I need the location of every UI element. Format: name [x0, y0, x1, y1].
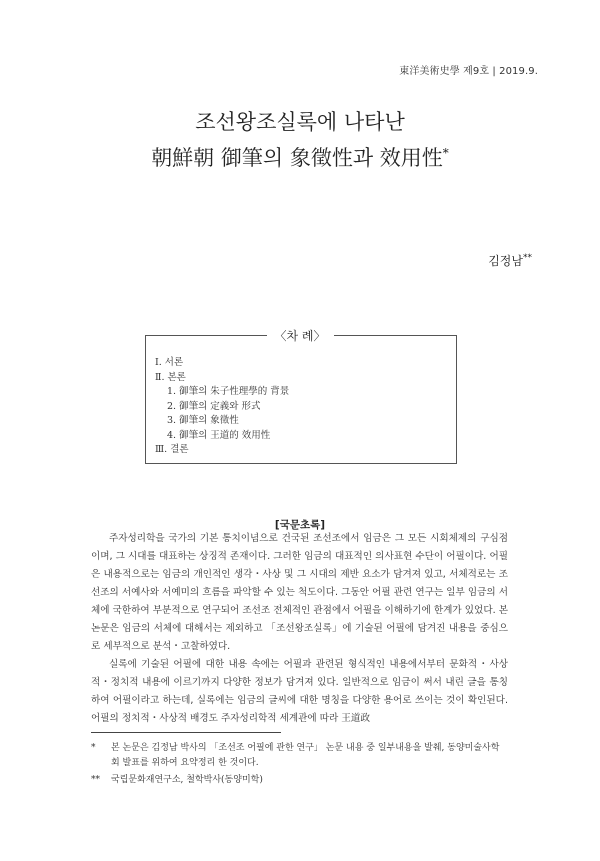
paper-title-line2 [0, 142, 600, 172]
abstract-paragraph: 실록에 기술된 어필에 대한 내용 속에는 어필과 관련된 형식적인 내용에서부터 문화적・사상적・정치적 내용에 이르기까지 다양한 정보가 담겨져 있다. 일반적으로 임금이 써서 내린 글을 통칭하여 어필이라고 하는데, 실록에는 임금의 글씨에 대한 명칭을 다양한 용어로 쓰이는 것이 확인된다. 어필의 정치적・사상적 배경도 주자성리학적 세계관에 따라 王道政 [91, 659, 508, 724]
title-footnote-mark: * [442, 146, 449, 160]
paper-title-line2-text: 朝鮮朝 御筆의 象徵性과 效用性 [151, 146, 443, 170]
footnote-text: 국립문화재연구소, 철학박사(동양미학) [111, 775, 263, 785]
footnote-text: 본 논문은 김정남 박사의 「조선조 어필에 관한 연구」 논문 내용 중 일부내용을 발췌, 동양미술사학 [111, 743, 500, 753]
toc-title-text: 〈차 례〉 [267, 329, 334, 343]
footnote-2 [91, 773, 511, 788]
toc-subitem: 1. 御筆의 朱子性理學的 背景 [167, 386, 290, 397]
author-name: 김정남 [488, 254, 523, 268]
footnote-text-cont: 회 발표를 위하여 요약정리 한 것이다. [111, 758, 259, 768]
author-footnote-mark: ** [523, 253, 532, 263]
footnote-mark: * [91, 743, 96, 753]
author [488, 252, 532, 269]
footnote-1 [91, 741, 511, 771]
toc-title [0, 327, 600, 344]
paper-title-line1: 조선왕조실록에 나타난 [195, 110, 405, 134]
toc-subitem: 2. 御筆의 定義와 形式 [167, 400, 261, 412]
toc-subitem: 4. 御筆의 王道的 效用性 [167, 429, 271, 441]
journal-header: 東洋美術史學 제9호 | 2019.9. [399, 66, 538, 77]
abstract-title: [국문초록] [274, 519, 326, 531]
abstract-body [91, 530, 508, 728]
footnote-divider [91, 732, 281, 733]
abstract-paragraph: 주자성리학을 국가의 기본 통치이념으로 건국된 조선조에서 임금은 그 모든 시회체제의 구심점이며, 그 시대를 대표하는 상징적 존재이다. 그러한 임금의 대표적인 의사표현 수단이 어필이다. 어필은 내용적으로는 임금의 개인적인 생각・사상 및 그 시대의 제반 요소가 담겨져 있고, 서체적로는 조선조의 서예사와 서예미의 흐름을 파악할 수 있는 척도이다. 그동안 어필 관련 연구는 일부 임금의 서체에 국한하여 부분적으로 연구되어 조선조 전체적인 관점에서 어필을 이해하기에 한계가 있었다. 본 논문은 임금의 서체에 대해서는 제외하고 「조선왕조실록」에 기술된 어필에 담겨진 내용을 중심으로 세부적으로 분석・고찰하였다. [91, 533, 508, 652]
toc-item: Ⅰ. 서론 [155, 357, 184, 368]
toc-item: Ⅱ. 본론 [155, 371, 186, 383]
footnote-mark: ** [91, 775, 100, 785]
toc-list [155, 356, 289, 458]
toc-subitem: 3. 御筆의 象徵性 [167, 415, 239, 426]
toc-item: Ⅲ. 결론 [155, 444, 189, 455]
